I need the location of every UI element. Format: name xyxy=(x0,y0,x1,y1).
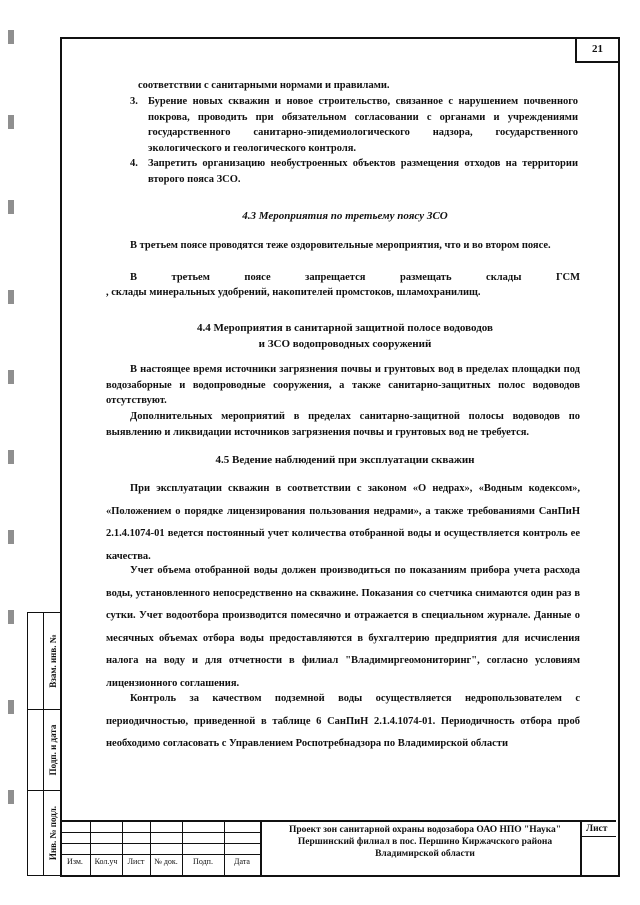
scan-mark xyxy=(8,700,14,714)
vzam-label: Взам. инв. № xyxy=(47,634,58,688)
paragraph-line xyxy=(130,270,580,286)
list-label: Лист xyxy=(586,824,608,834)
col-ndok: № док. xyxy=(154,857,178,866)
section-heading-4-3: 4.3 Мероприятия по третьему поясу ЗСО xyxy=(242,210,448,222)
project-title-line3: Владимирской области xyxy=(375,849,475,859)
section-heading-4-4-line2: и ЗСО водопроводных сооружений xyxy=(258,338,432,350)
podp-label: Подп. и дата xyxy=(47,724,58,776)
list-number: 3. xyxy=(130,96,138,107)
scan-mark xyxy=(8,200,14,214)
project-title xyxy=(270,824,580,860)
scan-mark xyxy=(8,115,14,129)
page-number: 21 xyxy=(575,37,618,63)
project-title-line2: Першинский филиал в пос. Першино Киржачского района xyxy=(297,837,553,847)
col-data: Дата xyxy=(234,857,250,866)
word: ГСМ xyxy=(555,272,580,283)
project-title-line1: Проект зон санитарной охраны водозабора ОАО НПО "Наука" xyxy=(288,825,562,835)
paragraph: Учет объема отобранной воды должен производиться по показаниям прибора учета расхода воды, установленного непосредственно на скважине. Показания со счетчика снимаются один раз в сутки. Учет водоотбора производится помесячно и отражается в специальном журнале. Данные о месячных объемах отбора воды предоставляются в бухгалтерию предприятия для исчисления налога на воду и для отчетности в филиал "Владимиргеомониторинг", согласно условиям лицензионного соглашения. xyxy=(106,565,580,689)
scan-mark xyxy=(8,30,14,44)
scan-mark xyxy=(8,530,14,544)
col-kolu: Кол.уч xyxy=(94,857,118,866)
word: третьем xyxy=(171,272,210,283)
list-item xyxy=(130,94,578,156)
left-stamp-strip xyxy=(27,612,61,876)
col-podp: Подп. xyxy=(193,857,213,866)
list-number: 4. xyxy=(130,158,138,169)
list-item xyxy=(130,156,578,187)
scan-mark xyxy=(8,290,14,304)
inv-label: Инв. № подл. xyxy=(47,805,58,861)
paragraph: Контроль за качеством подземной воды осуществляется недропользователем с периодичностью, приведенной в таблице 6 СанПиН 2.1.4.1074-01. Периодичность отбора проб необходимо согласовать с Управлением Роспотребнадзора по Владимирской области xyxy=(106,693,580,749)
continued-line: соответствии с санитарными нормами и правилами. xyxy=(138,80,390,91)
list-text: Бурение новых скважин и новое строительство, связанное с нарушением почвенного покрова, проводить при обязательном согласовании с органами и учреждениями государственного санитарно-эпидемиологического надзора, государственного экологического и геологического контроля. xyxy=(148,96,578,154)
paragraph: В третьем поясе проводятся теже оздоровительные мероприятия, что и во втором поясе. xyxy=(130,240,551,251)
vzam-cell xyxy=(28,613,61,710)
paragraph: Дополнительных мероприятий в пределах санитарно-защитной полосы водоводов по выявлению и ликвидации источников загрязнения почвы и грунтовых вод не требуется. xyxy=(106,411,580,438)
section-heading-4-5: 4.5 Ведение наблюдений при эксплуатации скважин xyxy=(215,454,475,466)
paragraph: В настоящее время источники загрязнения почвы и грунтовых вод в пределах площадки под водозаборные и водопроводные сооружения, а также санитарно-защитных полос водоводов отсутствуют. xyxy=(106,364,580,406)
word: размещать xyxy=(399,272,452,283)
word: В xyxy=(130,272,138,283)
col-izm: Изм. xyxy=(67,857,83,866)
list-text: Запретить организацию необустроенных объектов размещения отходов на территории второго пояса ЗСО. xyxy=(148,158,578,185)
scan-mark xyxy=(8,790,14,804)
scan-mark xyxy=(8,450,14,464)
paragraph-line: , склады минеральных удобрений, накопителей промстоков, шламохранилищ. xyxy=(106,287,481,298)
section-heading-4-4: 4.4 Мероприятия в санитарной защитной полосе водоводов xyxy=(197,322,493,334)
word: поясе xyxy=(244,272,271,283)
col-list: Лист xyxy=(127,857,145,866)
scan-mark xyxy=(8,370,14,384)
word: склады xyxy=(486,272,522,283)
paragraph: При эксплуатации скважин в соответствии с законом «О недрах», «Водным кодексом», «Положением о порядке лицензирования пользования недрами», а также требованиями СанПиН 2.1.4.1074-01 ведется постоянный учет количества отобранной воды и осуществляется контроль ее качества. xyxy=(106,483,580,562)
word: запрещается xyxy=(305,272,366,283)
title-block xyxy=(60,820,616,877)
scan-mark xyxy=(8,610,14,624)
podp-cell xyxy=(28,710,61,791)
inv-cell xyxy=(28,791,61,875)
